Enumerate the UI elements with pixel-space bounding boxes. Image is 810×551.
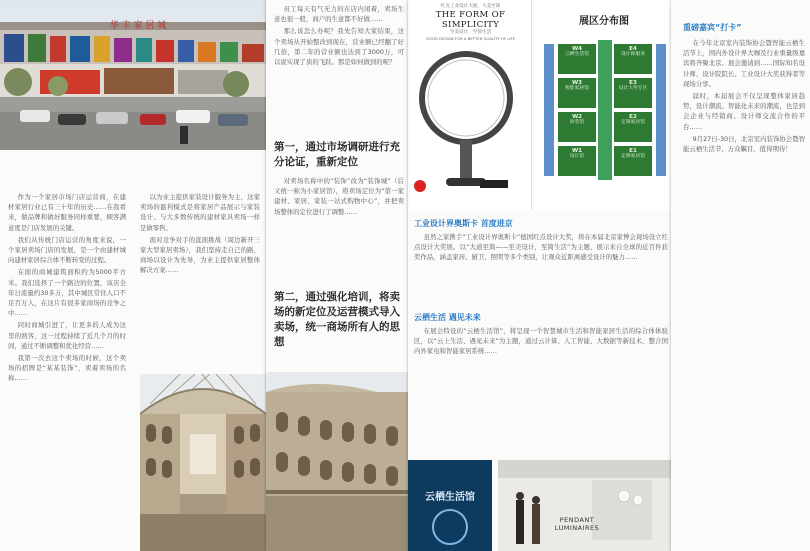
page-right [671, 0, 810, 551]
yunqi-poster [408, 460, 492, 551]
brochure-tagline: GOOD DESIGN FOR A BETTER QUALITY OF LIFE [425, 36, 516, 41]
page2-body-text [274, 176, 404, 284]
paragraph: 员工每天有气无力的在店内闲着，卖场生意也很一般，商户的生意都不好做…… [274, 5, 404, 24]
central-corridor [598, 40, 612, 180]
paragraph: 面对竞争对手的直面挑战（周边新开三家大型家居卖场），我们坚持走自己的路，商场以设计为先导，为业主提供家居整体解决方案…… [140, 235, 260, 275]
pendant-luminaires-text: PENDANT LUMINAIRES [554, 516, 600, 532]
showroom-illustration [498, 460, 672, 551]
paragraph: 对卖场名称中的“装饰”改为“装饰城”（后又统一称为小家居馆），将卖场定位为“第一家建材、家居、家装一站式购物中心”，并把卖场整体的定位进行了调整…… [274, 177, 404, 216]
section-heading-training: 第二，通过强化培训，将卖场的新定位及运营模式导入卖场，统一商场所有人的思想 [274, 291, 400, 348]
paragraph: 9月27日-30日，北京室内装饰协会暨智能云栖生活节，万众瞩目，值得期待！ [683, 134, 805, 154]
page2-intro-text [274, 4, 404, 124]
poster-ring-icon [432, 509, 468, 545]
reddot-paragraph [414, 232, 668, 312]
booth-w4: W4 云栖生活馆 [558, 44, 596, 74]
paragraph: 在今年北京室内装饰协会暨智能云栖生活节上，国内外设计界大咖及行业重量级嘉宾将齐聚北京。展会邀请到……国际知名设计师、设计院院长、工业设计大奖获得者等现场分享。 [683, 39, 805, 88]
svg-text:华 丰 家 居 城: 华 丰 家 居 城 [109, 21, 167, 31]
paragraph: 以为业主提供家装设计服务为主，这家卖场的盈利模式是将家居产品展示与家装设计、与大多数传统的建材家具卖场一样是做零售。 [140, 193, 260, 232]
brochure-top-line: 红点工业设计大展、大美至简 [440, 4, 501, 9]
booth-e4: E4 设计师服务 [614, 44, 652, 74]
page-center-right [408, 0, 672, 551]
red-dot-brochure [410, 0, 532, 210]
paragraph: 届时，本届展会不仅呈现整体家居趋势，设计潮流、智能化未来的潮流，也是到会企业与经销商、设计师交流合作的平台…… [683, 92, 805, 131]
floor-plan-title: 展区分布图 [579, 16, 629, 27]
west-wall-band [544, 44, 554, 176]
section-heading-research: 第一，通过市场调研进行充分论证，重新定位 [274, 141, 400, 168]
booth-e1: E1 定制家居馆 [614, 146, 652, 176]
page1-column-left [8, 192, 126, 547]
brochure-subtitle: 至美设计，至简生活 [449, 30, 492, 35]
section-heading-reddot: 工业设计界奥斯卡 首度进京 [414, 219, 513, 228]
exhibition-floor-plan [536, 0, 672, 210]
mall-storefront-photo [0, 0, 266, 150]
east-wall-band [656, 44, 666, 176]
page1-column-right [140, 192, 260, 372]
atrium-right-illustration [266, 372, 409, 551]
fan-product-icon [410, 40, 532, 200]
booth-e2: E2 定制家居馆 [614, 112, 652, 142]
paragraph: 那么该怎么办呢？我先告知大家结果，这个卖场从开始整改到现在，营业额已经翻了好几倍，第二年的营业额也达到了3000万，可以说实现了质的飞跃。那是如何做到的呢？ [274, 27, 404, 67]
booth-w2: W2 软装馆 [558, 112, 596, 142]
paragraph: 在面的商城建筑面积约为5000平方米。我们选择了一个路边的位置，该店全年日流量约30多万，其中城区常住人口不足百万人，在这片有很多家商场的竞争之中…… [8, 268, 126, 318]
atrium-illustration [140, 374, 266, 551]
mall-atrium-photo [140, 374, 266, 551]
brochure-title: THE FORM OF SIMPLICITY [435, 10, 506, 30]
booth-w1: W1 设计馆 [558, 146, 596, 176]
paragraph: 同时商城引进了，让更多的人成为这里的熟客，这一过程持续了近几个月的时间，通过不断调整和优化经营…… [8, 321, 126, 350]
paragraph: 在展会特设的“云栖生活馆”，将呈现一个智慧城市生活和智能家居生活的综合体体验区，以“云上生活、遇见未来”为主题，通过云计算、人工智能、大数据等新技术，整合国内外家电和智能家居系统…… [414, 327, 668, 356]
lighting-showroom-photo [498, 460, 672, 551]
booth-w3: W3 智能家居馆 [558, 78, 596, 108]
booth-e3: E3 设计大奖专区 [614, 78, 652, 108]
guests-text [683, 38, 805, 378]
paragraph: 作为一个家居市场门店运营商，在建材家居行业已有三十年的历史……在我看来，做品牌和做好服务同样重要，顾客满意度是门店发展的关键。 [8, 193, 126, 232]
page-center-left [266, 0, 409, 551]
section-heading-yunqi: 云栖生活 遇见未来 [414, 313, 481, 322]
paragraph: 虽然之家携手“工业设计界奥斯卡”德国红点设计大奖，将在本届北京家博会现场设立红点设计大奖展。以“大道至简——至美设计，至简生活”为主题，展示来自全球的近百件获奖作品，涵盖家居、厨卫、照明等多个类别，让观众近距离感受设计的魅力…… [414, 233, 668, 262]
paragraph: 我第一次去这个卖场的时候，这个卖场的招牌是“某某装饰”，卖着卖场的名称…… [8, 354, 126, 383]
page-left [0, 0, 266, 551]
paragraph: 我们从传统门店运营的角度来说，一个家居卖场门店的发展，是一个由建材城向建材家居综合体不断转变的过程。 [8, 235, 126, 265]
mall-storefront-illustration [0, 0, 266, 150]
yunqi-paragraph [414, 326, 668, 422]
atrium-photo-continued [266, 372, 409, 551]
poster-title: 云栖生活馆 [425, 492, 475, 503]
section-heading-guests: 重磅嘉宾“打卡” [683, 23, 742, 32]
